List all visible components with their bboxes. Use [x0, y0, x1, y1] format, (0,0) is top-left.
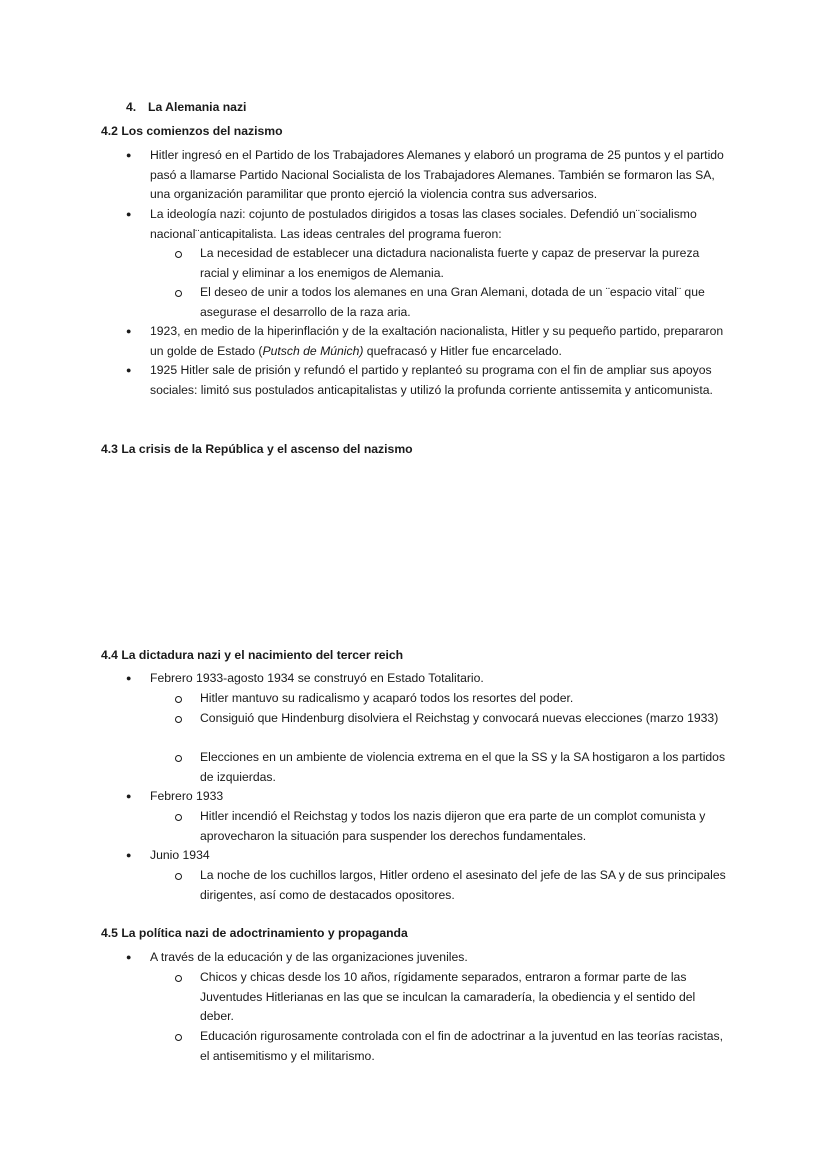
bullet-icon: ● — [126, 365, 132, 375]
sub-bullet-icon — [175, 873, 182, 880]
list-item: A través de la educación y de las organizaciones juveniles. — [150, 950, 468, 964]
bullet-icon: ● — [126, 952, 132, 962]
list-item: Febrero 1933-agosto 1934 se construyó en Estado Totalitario. — [150, 671, 484, 685]
list-item: La ideología nazi: cojunto de postulados dirigidos a tosas las clases sociales. Defendió un¨socialismo nacional¨anticapitalista. Las ideas centrales del programa fueron: — [150, 207, 697, 241]
sub-list-item: Educación rigurosamente controlada con el fin de adoctrinar a la juventud en las teorías racistas, el antisemitismo y el militarismo. — [200, 1029, 724, 1063]
sub-bullet-icon — [175, 755, 182, 762]
bullet-icon: ● — [126, 326, 132, 336]
bullet-icon: ● — [126, 850, 132, 860]
sub-list-item: El deseo de unir a todos los alemanes en una Gran Alemani, dotada de un ¨espacio vital¨ que asegurase el desarrollo de la raza aria. — [200, 285, 705, 319]
bullet-icon: ● — [126, 150, 132, 160]
item-text: quefracasó y Hitler fue encarcelado. — [363, 343, 562, 358]
chapter-title-text: La Alemania nazi — [148, 100, 247, 114]
section-heading-4-3: 4.3 La crisis de la República y el ascenso del nazismo — [101, 442, 413, 456]
sub-list-item: Elecciones en un ambiente de violencia extrema en el que la SS y la SA hostigaron a los partidos de izquierdas. — [200, 750, 726, 784]
list-item: Febrero 1933 — [150, 789, 224, 803]
sub-list-item: Chicos y chicas desde los 10 años, rígidamente separados, entraron a formar parte de las Juventudes Hitlerianas en las que se inculcan la camaradería, la obediencia y el sentido del deber. — [200, 970, 696, 1024]
item-text: 1923, en medio de la hiperinflación y de la exaltación nacionalista, Hitler y su pequeño partido, prepararon un golde de Estado ( — [150, 324, 724, 358]
sub-bullet-icon — [175, 716, 182, 723]
section-heading-4-5: 4.5 La política nazi de adoctrinamiento y propaganda — [101, 926, 408, 940]
bullet-icon: ● — [126, 673, 132, 683]
chapter-title — [126, 98, 246, 118]
sub-list-item: Hitler mantuvo su radicalismo y acaparó todos los resortes del poder. — [200, 691, 574, 705]
sub-bullet-icon — [175, 290, 182, 297]
sub-bullet-icon — [175, 814, 182, 821]
bullet-icon: ● — [126, 791, 132, 801]
sub-bullet-icon — [175, 696, 182, 703]
list-item: Junio 1934 — [150, 848, 210, 862]
sub-bullet-icon — [175, 975, 182, 982]
list-item: Hitler ingresó en el Partido de los Trabajadores Alemanes y elaboró un programa de 25 puntos y el partido pasó a llamarse Partido Nacional Socialista de los Trabajadores Alemanes. También se formaron las SA, una organización paramilitar que pronto ejerció la violencia contra sus adversarios. — [150, 148, 724, 202]
section-heading-4-2: 4.2 Los comienzos del nazismo — [101, 124, 283, 138]
sub-list-item: La necesidad de establecer una dictadura nacionalista fuerte y capaz de preservar la pureza racial y eliminar a los enemigos de Alemania. — [200, 246, 700, 280]
sub-bullet-icon — [175, 1034, 182, 1041]
sub-bullet-icon — [175, 251, 182, 258]
italic-term: Putsch de Múnich) — [262, 343, 364, 358]
sub-list-item: Hitler incendió el Reichstag y todos los nazis dijeron que era parte de un complot comunista y aprovecharon la situación para suspender los derechos fundamentales. — [200, 809, 706, 843]
chapter-number: 4. — [126, 100, 137, 114]
sub-list-item: Consiguió que Hindenburg disolviera el Reichstag y convocará nuevas elecciones (marzo 1933) — [200, 711, 719, 725]
section-heading-4-4: 4.4 La dictadura nazi y el nacimiento del tercer reich — [101, 648, 404, 662]
sub-list-item: La noche de los cuchillos largos, Hitler ordeno el asesinato del jefe de las SA y de sus principales dirigentes, así como de destacados opositores. — [200, 868, 726, 902]
list-item: 1925 Hitler sale de prisión y refundó el partido y replanteó su programa con el fin de ampliar sus apoyos sociales: limitó sus postulados anticapitalistas y utilizó la profunda corriente antissemita y anticomunista. — [150, 363, 713, 397]
list-item — [150, 322, 730, 361]
bullet-icon: ● — [126, 209, 132, 219]
